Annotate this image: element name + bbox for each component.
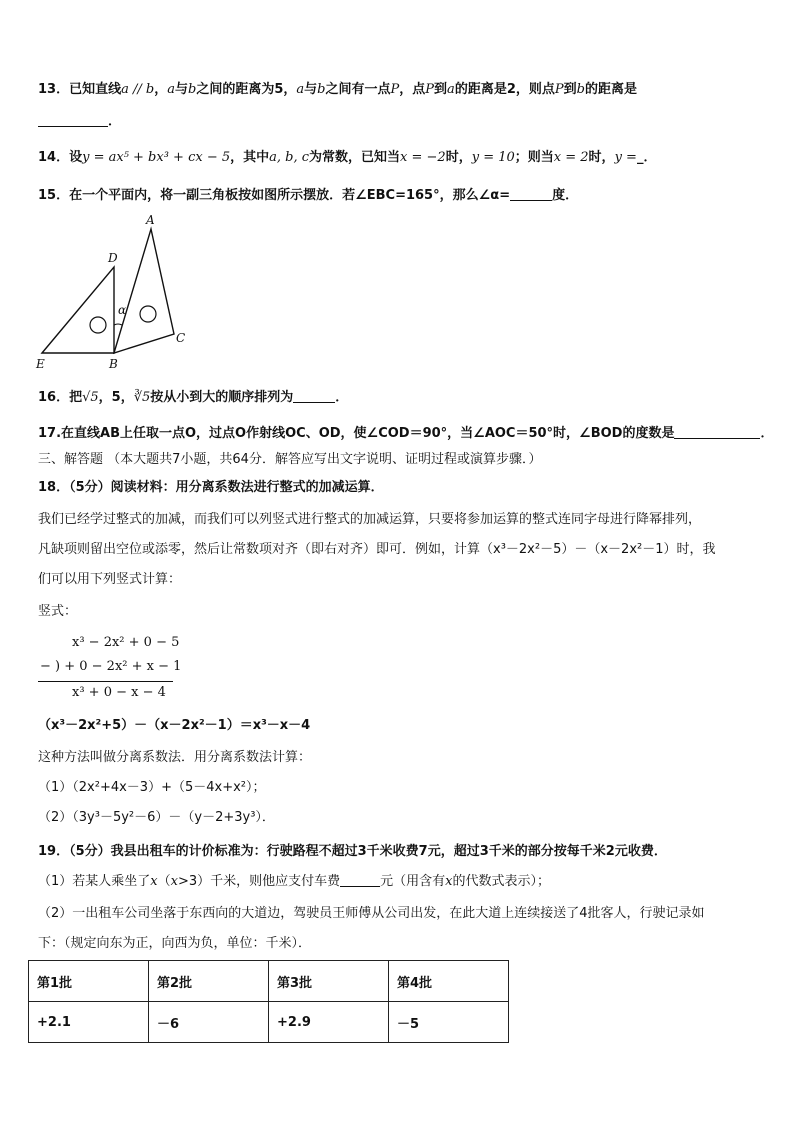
section-heading: 三、解答题 （本大题共7小题，共64分．解答应写出文字说明、证明过程或演算步骤．） [38,452,542,467]
question-16: 16．把√5，5，∛5按从小到大的顺序排列为 ． [38,390,349,405]
vertical-row-2: − ) + 0 − 2x² + x − 1 [40,659,182,674]
question-18-body: 凡缺项则留出空位或添零，然后让常数项对齐（即右对齐）即可．例如，计算（x³－2x²－5）－（x－2x²－1）时，我 [38,542,716,557]
table-row [29,1002,509,1043]
subquestion-2: （2）一出租车公司坐落于东西向的大道边，驾驶员王师傅从公司出发，在此大道上连续接送了4批客人，行驶记录如 [38,906,705,921]
label-e: E [36,357,45,371]
vertical-result: （x³－2x²+5）－（x－2x²－1）＝x³－x－4 [38,718,311,733]
vertical-form-label: 竖式： [38,604,78,619]
trip-record-table [28,960,509,1043]
table-header-row [29,961,509,1002]
vertical-rule [38,681,173,682]
label-alpha: α [118,303,127,317]
question-number: 15． [38,188,70,203]
set-square-hole [90,317,106,333]
answer-blank[interactable] [340,872,380,887]
question-17: 17.在直线AB上任取一点O，过点O作射线OC、OD，使∠COD＝90°，当∠AOC＝50°时，∠BOD的度数是 ． [38,426,774,441]
set-square-abc [114,229,174,353]
table-header-cell: 第2批 [149,961,269,1002]
answer-blank[interactable] [293,388,335,403]
question-18-body: 们可以用下列竖式计算： [38,572,182,587]
question-14: 14．设y = ax⁵ + bx³ + cx − 5，其中a, b, c为常数，已知当x = −2时，y = 10；则当x = 2时，y =_． [38,150,657,165]
question-18-body: 这种方法叫做分离系数法．用分离系数法计算： [38,750,312,765]
set-square-hole [140,306,156,322]
question-18-body: 我们已经学过整式的加减，而我们可以列竖式进行整式的加减运算，只要将参加运算的整式连同字母进行降幂排列， [38,512,702,527]
angle-alpha-arc [114,324,122,325]
question-number: 16． [38,390,70,405]
table-cell: －6 [149,1002,269,1043]
question-15: 15．在一个平面内，将一副三角板按如图所示摆放．若∠EBC=165°，那么∠α= 度． [38,188,579,203]
question-number: 13． [38,82,70,97]
question-19-title: 19．（5分）我县出租车的计价标准为：行驶路程不超过3千米收费7元，超过3千米的部分按每千米2元收费． [38,844,667,859]
label-d: D [108,251,118,265]
label-c: C [176,331,186,345]
table-cell: +2.1 [29,1002,149,1043]
table-header-cell: 第4批 [389,961,509,1002]
question-13: 13．已知直线a // b，a与b之间的距离为5，a与b之间有一点P，点P到a的距离是2，则点P到b的距离是 [38,82,637,97]
table-cell: －5 [389,1002,509,1043]
table-header-cell: 第3批 [269,961,389,1002]
subquestion-1: （1）若某人乘坐了x（x>3）千米，则他应支付车费 元（用含有x的代数式表示）； [38,874,551,889]
vertical-row-1: x³ − 2x² + 0 − 5 [72,635,180,650]
answer-blank[interactable] [510,186,552,201]
label-a: A [146,213,155,227]
answer-blank[interactable] [38,112,108,127]
question-13-answer-line: ． [38,112,121,132]
vertical-row-3: x³ + 0 − x − 4 [72,685,166,700]
table-header-cell: 第1批 [29,961,149,1002]
question-18-title: 18．（5分）阅读材料：用分离系数法进行整式的加减运算． [38,480,384,495]
subquestion-1: （1）（2x²+4x－3）+（5－4x+x²）； [38,780,266,795]
subquestion-2-cont: 下：（规定向东为正，向西为负，单位：千米）． [38,936,312,951]
question-number: 14． [38,150,70,165]
subquestion-2: （2）（3y³－5y²－6）－（y－2+3y³）． [38,810,275,825]
triangle-figure [30,210,200,375]
set-square-dbe [42,267,114,353]
label-b: B [109,357,118,371]
table-cell: +2.9 [269,1002,389,1043]
answer-blank[interactable] [674,424,760,439]
